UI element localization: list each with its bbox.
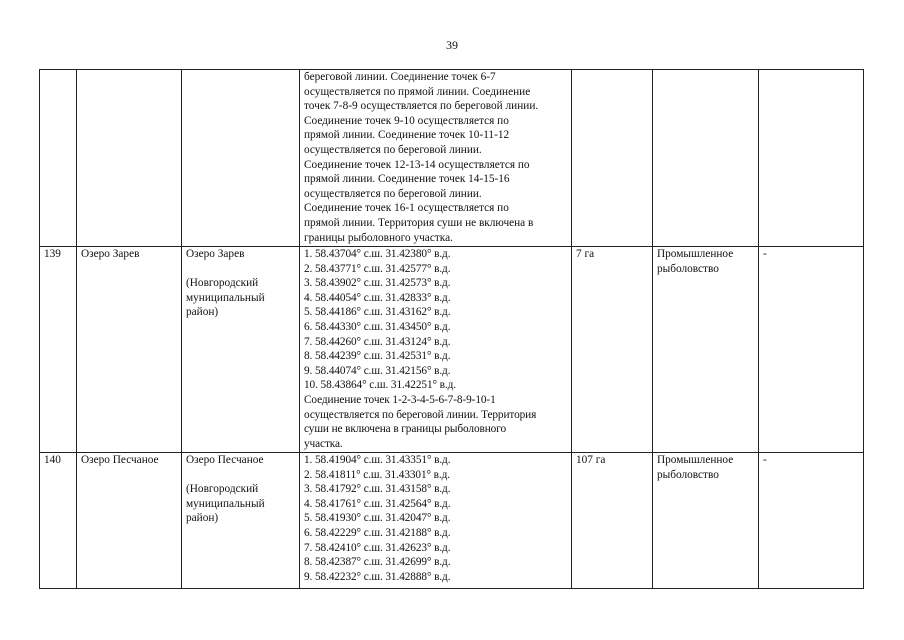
table-row-139: [40, 247, 864, 453]
water-body-name: Озеро Песчаное: [186, 454, 264, 466]
coordinate-point: 3. 58.43902° с.ш. 31.42573° в.д.: [304, 277, 451, 290]
cell-water-body: [182, 70, 300, 247]
coordinate-point: 10. 58.43864° с.ш. 31.42251° в.д.: [304, 379, 456, 392]
cell-number: [40, 70, 77, 247]
coordinate-point: 9. 58.44074° с.ш. 31.42156° в.д.: [304, 364, 451, 377]
cell-note: -: [759, 453, 864, 589]
usage-line: Промышленное: [657, 454, 734, 466]
cell-number: 139: [40, 247, 77, 453]
coordinate-point: 3. 58.41792° с.ш. 31.43158° в.д.: [304, 483, 451, 496]
coordinate-point: 5. 58.41930° с.ш. 31.42047° в.д.: [304, 512, 451, 525]
coordinate-point: 8. 58.42387° с.ш. 31.42699° в.д.: [304, 556, 451, 569]
district-line: муниципальный: [186, 291, 265, 304]
connection-text: осуществляется по береговой линии. Территория: [304, 408, 537, 421]
cell-water-body: [182, 247, 300, 453]
district-line: район): [186, 306, 219, 319]
coordinate-point: 4. 58.41761° с.ш. 31.42564° в.д.: [304, 497, 451, 510]
usage-line: Промышленное: [657, 248, 734, 260]
cell-boundaries: [300, 453, 572, 589]
cell-water-body: [182, 453, 300, 589]
cell-boundaries: [300, 247, 572, 453]
cell-usage: [653, 70, 759, 247]
connection-text: Соединение точек 1-2-3-4-5-6-7-8-9-10-1: [304, 393, 496, 406]
coordinate-point: 5. 58.44186° с.ш. 31.43162° в.д.: [304, 306, 451, 319]
coordinate-point: 4. 58.44054° с.ш. 31.42833° в.д.: [304, 291, 451, 304]
table-row-continuation: [40, 70, 864, 247]
cell-usage: [653, 453, 759, 589]
district-line: (Новгородский: [186, 483, 259, 496]
cell-note: -: [759, 247, 864, 453]
table-row-140: [40, 453, 864, 589]
coordinate-point: 2. 58.43771° с.ш. 31.42577° в.д.: [304, 262, 451, 275]
water-body-name: Озеро Зарев: [186, 248, 245, 260]
cell-area: 7 га: [572, 247, 653, 453]
usage-line: рыболовство: [657, 468, 719, 481]
fishing-plots-table: [39, 69, 864, 589]
coordinate-point: 2. 58.41811° с.ш. 31.43301° в.д.: [304, 468, 451, 481]
coordinate-point: 9. 58.42232° с.ш. 31.42888° в.д.: [304, 570, 451, 583]
district-line: район): [186, 512, 219, 525]
coordinate-point: 7. 58.42410° с.ш. 31.42623° в.д.: [304, 541, 451, 554]
coordinate-point: 1. 58.41904° с.ш. 31.43351° в.д.: [304, 454, 451, 466]
usage-line: рыболовство: [657, 262, 719, 275]
cell-area: [572, 70, 653, 247]
coordinate-point: 6. 58.44330° с.ш. 31.43450° в.д.: [304, 320, 451, 333]
cell-boundaries: [300, 70, 572, 247]
district-line: муниципальный: [186, 497, 265, 510]
continuation-description: береговой линии. Соединение точек 6-7 осуществляется по прямой линии. Соединение точек 7-8-9 осуществляется по береговой линии. Соединение точек 9-10 осуществляется по прямой линии. Соединение точек 10-11-12 осуществляется по береговой линии. Соединение точек 12-13-14 осуществляется по прямой линии. Соединение точек 14-15-16 осуществляется по береговой линии. Соединение точек 16-1 осуществляется по прямой линии. Территория суши не включена в границы рыболовного участка.: [304, 71, 539, 244]
cell-name: Озеро Зарев: [77, 247, 182, 453]
district-line: (Новгородский: [186, 277, 259, 290]
cell-name: Озеро Песчаное: [77, 453, 182, 589]
cell-usage: [653, 247, 759, 453]
coordinate-point: 1. 58.43704° с.ш. 31.42380° в.д.: [304, 248, 451, 260]
coordinate-point: 8. 58.44239° с.ш. 31.42531° в.д.: [304, 350, 451, 363]
coordinate-point: 7. 58.44260° с.ш. 31.43124° в.д.: [304, 335, 451, 348]
page-number: 39: [446, 38, 458, 52]
cell-note: [759, 70, 864, 247]
coordinate-point: 6. 58.42229° с.ш. 31.42188° в.д.: [304, 526, 451, 539]
cell-name: [77, 70, 182, 247]
cell-area: 107 га: [572, 453, 653, 589]
connection-text: участка.: [304, 437, 343, 450]
connection-text: суши не включена в границы рыболовного: [304, 423, 507, 436]
cell-number: 140: [40, 453, 77, 589]
